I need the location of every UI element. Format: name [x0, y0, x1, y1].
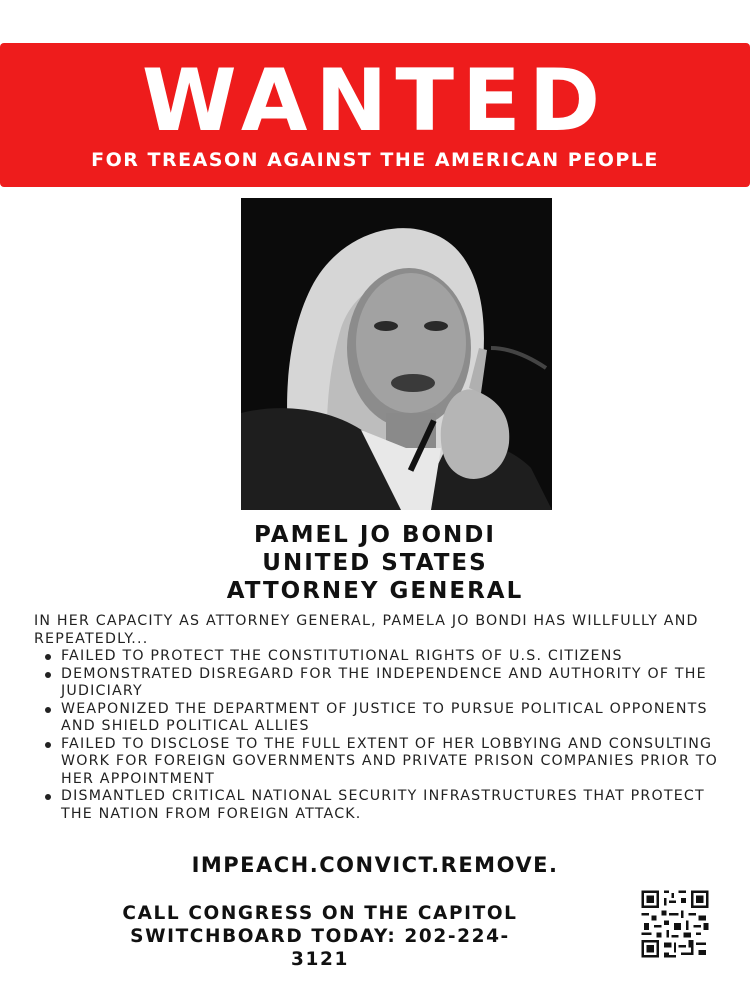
person-name: PAMEL JO BONDI [254, 522, 496, 548]
call-to-action [110, 902, 530, 971]
person-identity [0, 521, 750, 605]
call-line2: SWITCHBOARD TODAY: 202-224-3121 [130, 926, 510, 970]
charge-item: FAILED TO PROTECT THE CONSTITUTIONAL RIGHTS OF U.S. CITIZENS [34, 648, 734, 666]
charge-item: FAILED TO DISCLOSE TO THE FULL EXTENT OF HER LOBBYING AND CONSULTING WORK FOR FOREIGN GOVERNMENTS AND PRIVATE PRISON COMPANIES PRIOR TO HER APPOINTMENT [34, 736, 734, 789]
wanted-banner [0, 43, 750, 187]
portrait-photo [241, 198, 552, 510]
banner-title: WANTED [141, 51, 609, 151]
charge-item: WEAPONIZED THE DEPARTMENT OF JUSTICE TO PURSUE POLITICAL OPPONENTS AND SHIELD POLITICAL ALLIES [34, 701, 734, 736]
call-line1: CALL CONGRESS ON THE CAPITOL [122, 903, 518, 924]
slogan: IMPEACH.CONVICT.REMOVE. [191, 853, 559, 877]
qr-code-icon[interactable] [639, 888, 711, 960]
charges-intro: IN HER CAPACITY AS ATTORNEY GENERAL, PAMELA JO BONDI HAS WILLFULLY AND REPEATEDLY... [34, 613, 699, 647]
charge-item: DISMANTLED CRITICAL NATIONAL SECURITY INFRASTRUCTURES THAT PROTECT THE NATION FROM FOREIGN ATTACK. [34, 788, 734, 823]
person-title-line2: ATTORNEY GENERAL [226, 578, 524, 604]
charge-item: DEMONSTRATED DISREGARD FOR THE INDEPENDENCE AND AUTHORITY OF THE JUDICIARY [34, 666, 734, 701]
banner-subtitle: FOR TREASON AGAINST THE AMERICAN PEOPLE [91, 149, 659, 171]
charges-section [34, 613, 734, 823]
person-title-line1: UNITED STATES [262, 550, 488, 576]
charges-list [34, 648, 734, 823]
